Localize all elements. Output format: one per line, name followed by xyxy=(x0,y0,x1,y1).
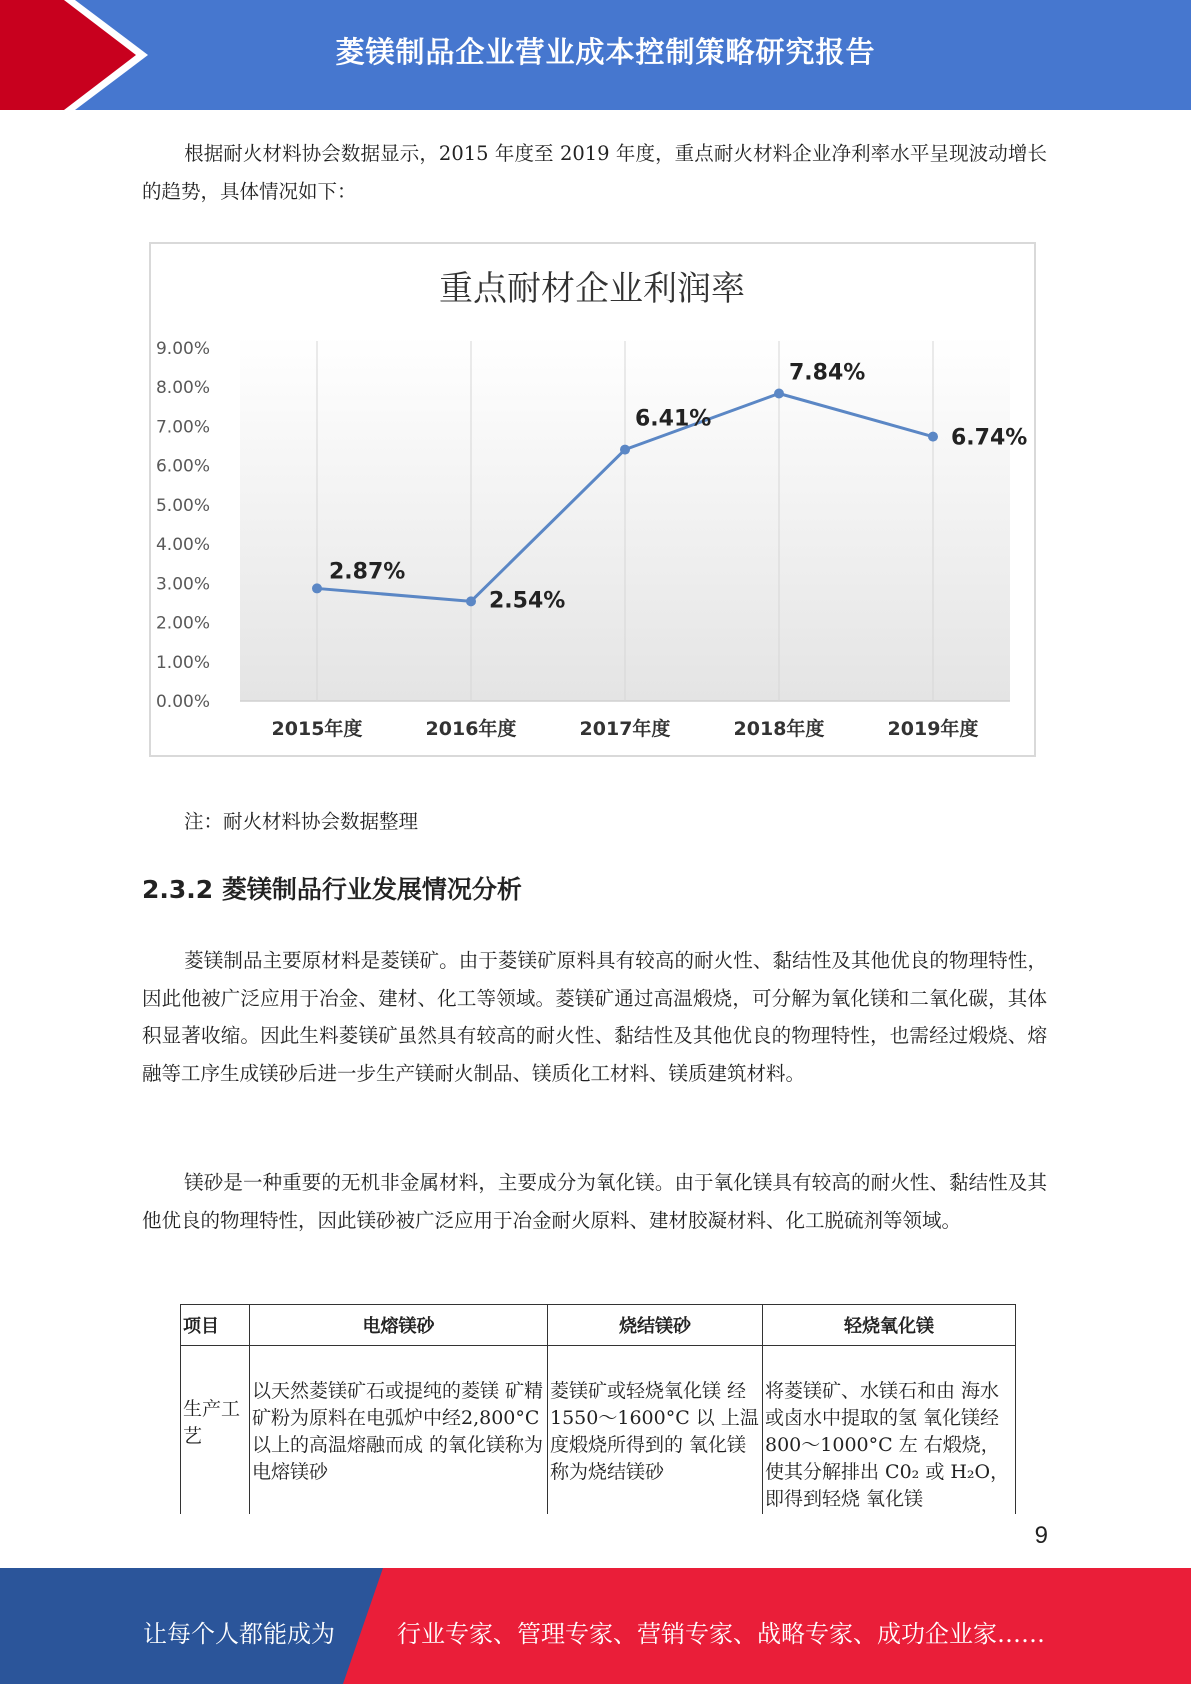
x-tick-label: 2018年度 xyxy=(733,718,825,740)
paragraph-3-text: 镁砂是一种重要的无机非金属材料，主要成分为氧化镁。由于氧化镁具有较高的耐火性、黏结性及其他优良的物理特性，因此镁砂被广泛应用于冶金耐火原料、建材胶凝材料、化工脱硫剂等领域。 xyxy=(142,1171,1047,1232)
intro-paragraph-text: 根据耐火材料协会数据显示，2015 年度至 2019 年度，重点耐火材料企业净利率水平呈现波动增长的趋势，具体情况如下： xyxy=(142,142,1047,203)
y-tick-label: 4.00% xyxy=(155,535,210,556)
page-header xyxy=(0,0,1191,110)
table-row xyxy=(181,1346,1016,1514)
data-point xyxy=(466,596,476,606)
chart-canvas xyxy=(151,244,1034,755)
x-tick-label: 2016年度 xyxy=(425,718,517,740)
table-header-light-burned-magnesia: 轻烧氧化镁 xyxy=(763,1305,1016,1346)
paragraph-2-text: 菱镁制品主要原材料是菱镁矿。由于菱镁矿原料具有较高的耐火性、黏结性及其他优良的物理特性，因此他被广泛应用于冶金、建材、化工等领域。菱镁矿通过高温煅烧，可分解为氧化镁和二氧化碳，其体积显著收缩。因此生料菱镁矿虽然具有较高的耐火性、黏结性及其他优良的物理特性，也需经过煅烧、熔融等工序生成镁砂后进一步生产镁耐火制品、镁质化工材料、镁质建筑材料。 xyxy=(142,949,1047,1085)
chart-title: 重点耐材企业利润率 xyxy=(439,269,745,309)
y-tick-label: 3.00% xyxy=(155,574,210,595)
paragraph-2 xyxy=(142,942,1047,1092)
y-tick-label: 8.00% xyxy=(155,378,210,399)
y-tick-label: 1.00% xyxy=(155,652,210,673)
y-tick-label: 7.00% xyxy=(155,417,210,438)
table-header-fused-magnesia: 电熔镁砂 xyxy=(250,1305,548,1346)
y-tick-label: 9.00% xyxy=(155,339,210,359)
data-label: 2.54% xyxy=(489,588,566,614)
footer-slogan-right: 行业专家、管理专家、营销专家、战略专家、成功企业家…… xyxy=(397,1620,1045,1648)
paragraph-3 xyxy=(142,1164,1047,1239)
data-point xyxy=(774,388,784,398)
x-tick-label: 2019年度 xyxy=(887,718,979,740)
report-title: 菱镁制品企业营业成本控制策略研究报告 xyxy=(335,35,876,69)
table-cell-light-burned: 将菱镁矿、水镁石和由 海水或卤水中提取的氢 氧化镁经 800～1000°C 左 右煅烧，使其分解排出 C0₂ 或 H₂O，即得到轻烧 氧化镁 xyxy=(763,1346,1016,1514)
data-label: 7.84% xyxy=(789,360,866,386)
profit-rate-chart xyxy=(149,242,1036,757)
y-tick-label: 6.00% xyxy=(155,456,210,477)
section-heading: 2.3.2 菱镁制品行业发展情况分析 xyxy=(142,875,522,904)
table-header-sintered-magnesia: 烧结镁砂 xyxy=(548,1305,763,1346)
x-tick-label: 2017年度 xyxy=(579,718,671,740)
x-tick-label: 2015年度 xyxy=(271,718,363,740)
data-label: 6.74% xyxy=(951,425,1028,451)
y-tick-label: 0.00% xyxy=(155,692,210,712)
y-tick-label: 5.00% xyxy=(155,495,210,516)
magnesia-comparison-table xyxy=(180,1304,1016,1514)
table-row-label: 生产工艺 xyxy=(181,1346,250,1514)
table-cell-sintered: 菱镁矿或轻烧氧化镁 经 1550～1600°C 以 上温度煅烧所得到的 氧化镁称为烧结镁砂 xyxy=(548,1346,763,1514)
data-point xyxy=(928,432,938,442)
data-label: 2.87% xyxy=(329,559,406,585)
data-point xyxy=(620,445,630,455)
page-number: 9 xyxy=(1034,1522,1048,1549)
intro-paragraph xyxy=(142,135,1047,210)
data-point xyxy=(312,583,322,593)
data-label: 6.41% xyxy=(635,406,712,432)
table-header-row xyxy=(181,1305,1016,1346)
chart-note: 注：耐火材料协会数据整理 xyxy=(184,810,419,833)
y-tick-label: 2.00% xyxy=(155,613,210,634)
table-header-item: 项目 xyxy=(181,1305,250,1346)
table-cell-fused: 以天然菱镁矿石或提纯的菱镁 矿精矿粉为原料在电弧炉中经2,800°C 以上的高温熔融而成 的氧化镁称为电熔镁砂 xyxy=(250,1346,548,1514)
footer-slogan-left: 让每个人都能成为 xyxy=(143,1620,335,1648)
